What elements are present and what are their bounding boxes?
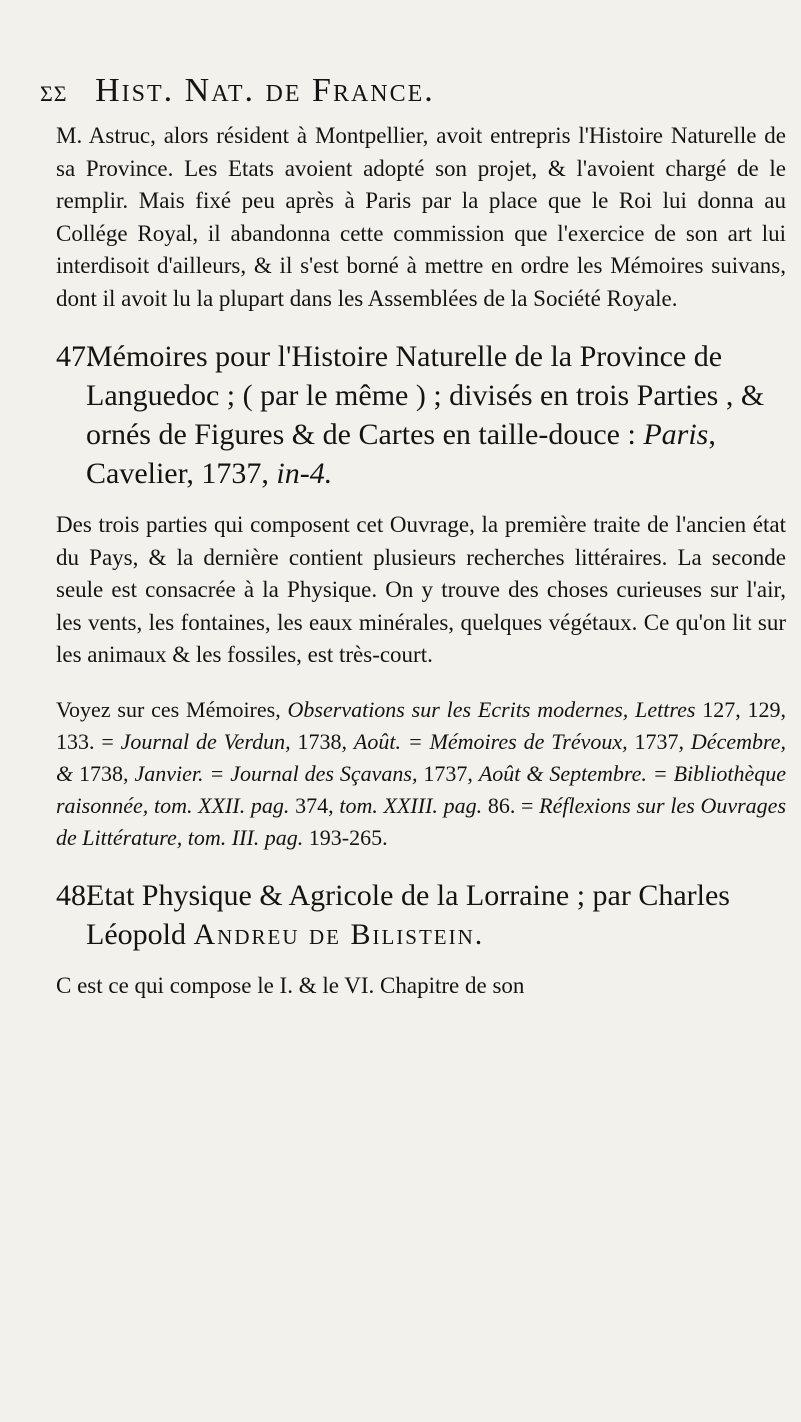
entry-47-heading [56,337,786,493]
entry-48-description: C est ce qui compose le I. & le VI. Chapitre de son [56,972,525,998]
entry-48-number: 48. [56,878,94,912]
ref-part: 86. = [482,792,540,818]
ref-part: 1738, [290,728,354,754]
page-body [56,120,786,1024]
ref-part: tom. XXIII. pag. [339,792,483,818]
entry-47-number: 47. [56,340,94,373]
ref-part: Décembre, & [56,728,787,786]
ref-part: 1738, [73,760,135,786]
ref-part: Janvier. = Journal des Sçavans, [134,760,418,786]
ref-part: 374, [289,792,340,818]
ref-part: Journal de Verdun, [120,728,291,754]
refs-lead: Voyez sur ces Mémoires, [56,696,281,722]
ref-part: 1737, [417,760,479,786]
entry-47-place: Paris [643,418,709,451]
ref-part: Août. = Mémoires de Trévoux, [353,728,628,754]
entry-48-author: Andreu de Bilistein. [193,917,485,951]
ref-part: 127, 129, 133. = [56,696,787,754]
entry-48-heading [56,876,786,954]
intro-paragraph: M. Astruc, alors résident à Montpellier, avoit entrepris l'Histoire Naturelle de sa Province. Les Etats avoient adopté son projet, & l'avoient chargé de le remplir. Mais fixé peu après à Paris par la place que le Roi lui donna au Collége Royal, il abandonna cette commission que l'exercice de son art lui interdisoit d'ailleurs, & il s'est borné à mettre en ordre les Mémoires suivans, dont il avoit lu la plupart dans les Assemblées de la Société Royale. [56,123,786,311]
ref-part: Réflexions sur les Ouvrages de Littérature, tom. III. pag. [56,792,787,850]
page-folio: ΣΣ [40,81,68,106]
header-title: Hist. Nat. de France. [95,72,435,109]
entry-47-title: Mémoires pour l'Histoire Naturelle de la Province de Languedoc ; ( par le même ) ; divisés en trois Parties , & ornés de Figures & de Cartes en taille-douce : [86,340,765,451]
entry-48-title: Etat Physique & Agricole de la Lorraine ; par Charles Léopold [86,878,730,951]
running-header [40,72,770,110]
entry-47-publisher: , Cavelier, 1737, [86,418,716,490]
ref-part: Août & Septembre. = Bibliothèque raisonnée, tom. XXII. pag. [56,760,787,818]
ref-part: 193-265. [303,824,388,850]
entry-47-format: in-4. [276,457,333,490]
ref-part: 1737, [627,728,691,754]
entry-47-description: Des trois parties qui composent cet Ouvrage, la première traite de l'ancien état du Pays, & la dernière contient plusieurs recherches littéraires. La seconde seule est consacrée à la Physique. On y trouve des choses curieuses sur l'air, les vents, les fontaines, les eaux minérales, quelques végétaux. Ce qu'on lit sur les animaux & les fossiles, est très-court. [56,512,786,667]
entry-47-references [56,694,786,854]
ref-part: Observations sur les Ecrits modernes, Lettres [287,696,696,722]
